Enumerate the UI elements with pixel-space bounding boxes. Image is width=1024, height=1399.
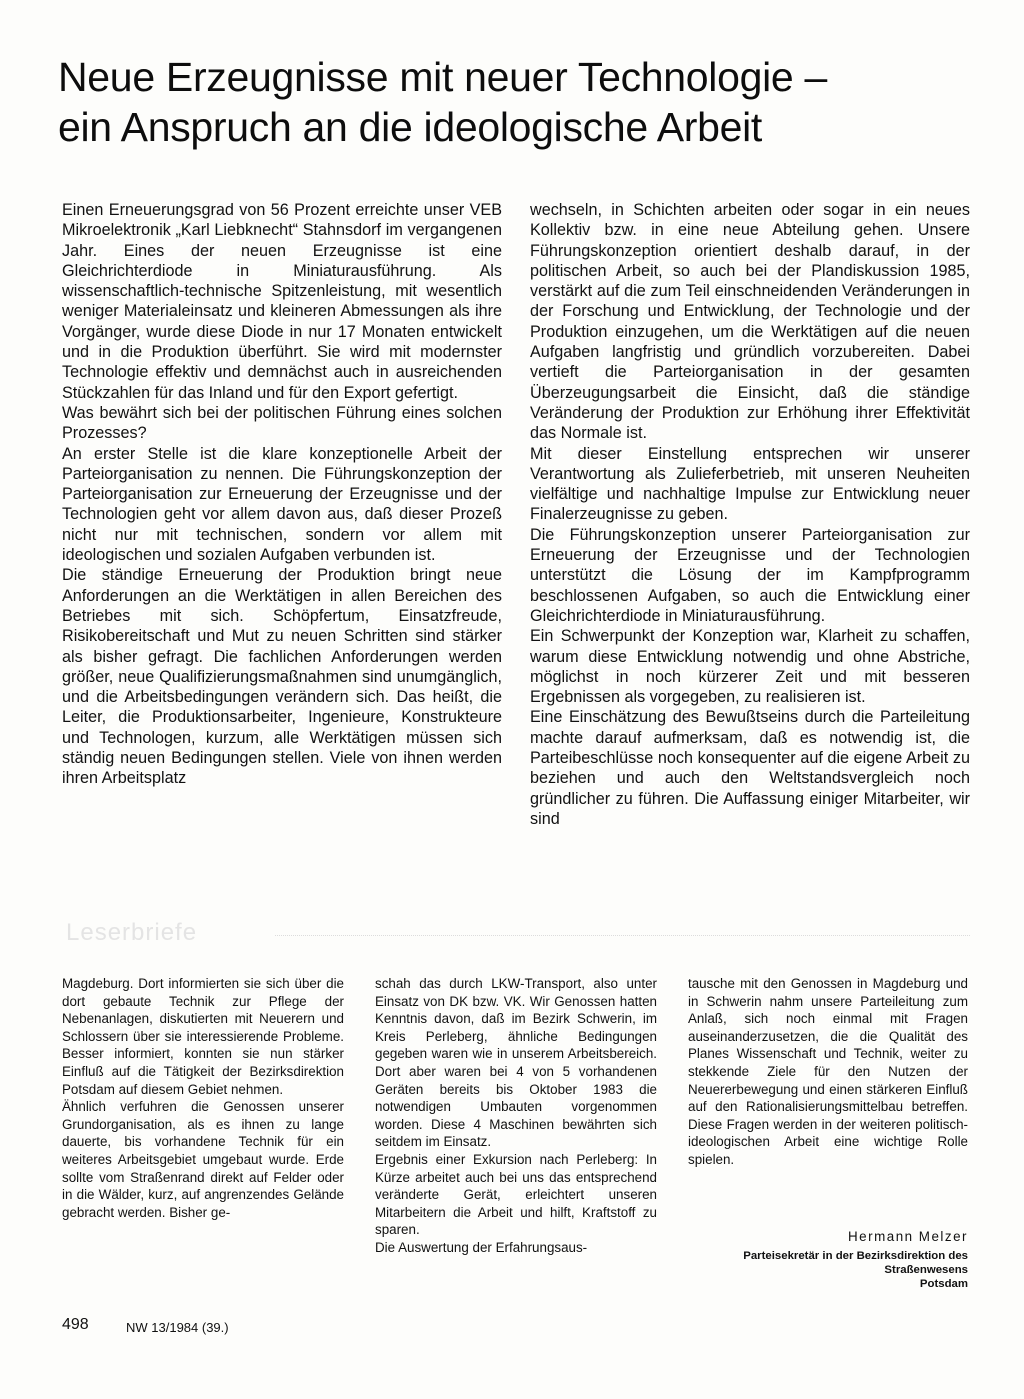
paragraph: Eine Einschätzung des Bewußtseins durch die Parteileitung machte darauf aufmerksam, daß es notwendig ist, die Parteibeschlüsse noch konsequenter auf die eigene Arbeit zu beziehen und auch den Weltstandsvergleich noch gründlicher zu führen. Die Auffassung einiger Mitarbeiter, wir sind <box>530 708 970 828</box>
letter-column-3 <box>688 975 968 1169</box>
paragraph: Magdeburg. Dort informierten sie sich über die dort gebaute Technik zur Pflege der Nebenanlagen, diskutierten mit Neuerern und Schlossern über sie interessierende Probleme. Besser informiert, konnten sie nun stärker Einfluß auf die Tätigkeit der Bezirksdirektion Potsdam auf diesem Gebiet nehmen. <box>62 976 344 1097</box>
issue-reference: NW 13/1984 (39.) <box>126 1320 229 1335</box>
paragraph: Ein Schwerpunkt der Konzeption war, Klarheit zu schaffen, warum diese Entwicklung notwendig und ohne Abstriche, möglichst in noch kürzerer Zeit und mit besseren Ergebnissen als vorgegeben, zu realisieren ist. <box>530 627 970 707</box>
banner-divider <box>275 935 970 936</box>
headline-line-2: ein Anspruch an die ideologische Arbeit <box>58 104 763 150</box>
author-role-line: Parteisekretär in der Bezirksdirektion des <box>743 1250 968 1262</box>
article-headline <box>58 52 988 152</box>
paragraph: Die Führungskonzeption unserer Parteiorganisation zur Erneuerung der Erzeugnisse und der Technologien unterstützt die Lösung der im Kampfprogramm beschlossenen Aufgaben, so auch die Entwicklung einer Gleichrichterdiode in Miniaturausführung. <box>530 525 970 625</box>
letter-column-2 <box>375 975 657 1257</box>
author-role-line: Straßenwesens <box>884 1264 968 1276</box>
paragraph: Die ständige Erneuerung der Produktion bringt neue Anforderungen an die Werktätigen in allen Bereichen des Betriebes mit sich. Schöpfertum, Einsatzfreude, Risikobereitschaft und Mut zu neuen Schritten sind stärker als bisher gefragt. Die fachlichen Anforderungen werden größer, neue Qualifizierungsmaßnahmen sind unumgänglich, und die Arbeitsbedingungen verändern sich. Das heißt, die Leiter, die Produktionsarbeiter, Ingenieure, Konstrukteure und Technologen, kurzum, alle Werktätigen müssen sich ständig neuen Bedingungen stellen. Viele von ihnen werden ihren Arbeitsplatz <box>62 566 502 788</box>
paragraph: schah das durch LKW-Transport, also unter Einsatz von DK bzw. VK. Wir Genossen hatten Kenntnis davon, daß im Bezirk Schwerin, im Kreis Perleberg, ähnliche Bedingungen gegeben waren wie in unserem Arbeitsbereich. Dort aber waren bei 4 von 5 vorhandenen Geräten bereits bis Oktober 1983 die notwendigen Umbauten vorgenommen worden. Diese 4 Maschinen bewährten sich seitdem im Einsatz. <box>375 976 657 1150</box>
paragraph: Die Auswertung der Erfahrungsaus- <box>375 1239 588 1255</box>
letter-column-1 <box>62 975 344 1221</box>
paragraph: Ergebnis einer Exkursion nach Perleberg: In Kürze arbeitet auch bei uns das entsprechend veränderte Gerät, erleichtert unseren Mitarbeitern die Arbeit und hilft, Kraftstoff zu sparen. <box>375 1151 657 1238</box>
paragraph: An erster Stelle ist die klare konzeptionelle Arbeit der Parteiorganisation zu nennen. Die Führungskonzeption der Parteiorganisation zur Erneuerung der Erzeugnisse und der Technologien geht vor allem davon aus, daß dieser Prozeß nicht nur mit technischen, sondern vor allem mit ideologischen und sozialen Aufgaben verbunden ist. <box>62 444 502 565</box>
page-number: 498 <box>62 1316 89 1333</box>
author-signature <box>688 1228 968 1291</box>
paragraph: wechseln, in Schichten arbeiten oder sogar in ein neues Kollektiv bzw. in eine neue Abteilung gehen. Unsere Führungskonzeption orientiert deshalb darauf, in der politischen Arbeit, so auch bei der Plandiskussion 1985, verstärkt auf die zum Teil einschneidenden Veränderungen in der Forschung und Entwicklung, der Technologie und der Produktion einzugehen, um die Werktätigen auf die neuen Aufgaben langfristig und gründlich vorzubereiten. Dabei vertieft die Parteiorganisation in der gesamten Überzeugungsarbeit die Einsicht, daß die ständige Veränderung der Produktion zur Erhöhung ihrer Effektivität das Normale ist. <box>530 201 970 443</box>
section-banner <box>60 915 970 949</box>
section-label: Leserbriefe <box>66 919 198 946</box>
article-column-left <box>62 200 502 789</box>
article-column-right <box>530 200 970 829</box>
author-name: Hermann Melzer <box>848 1229 968 1244</box>
paragraph: Mit dieser Einstellung entsprechen wir unserer Verantwortung als Zulieferbetrieb, mit unseren Neuheiten vielfältige und nachhaltige Impulse zur Entwicklung neuer Finalerzeugnisse zu geben. <box>530 444 970 524</box>
paragraph: tausche mit den Genossen in Magdeburg und in Schwerin nahm unsere Parteileitung zum Anlaß, sich noch einmal mit Fragen auseinanderzusetzen, die die Qualität des Planes Wissenschaft und Technik, weiter zu stekkende Ziele für den Nutzen der Neuererbewegung und einen stärkeren Einfluß auf den Rationalisierungsmittelbau betreffen. Diese Fragen werden in der weiteren politisch-ideologischen Arbeit eine wichtige Rolle spielen. <box>688 976 968 1167</box>
paragraph: Ähnlich verfuhren die Genossen unserer Grundorganisation, als es ihnen zu lange dauerte, bis vorhandene Technik für ein weiteres Arbeitsgebiet umgebaut wurde. Erde sollte vom Straßenrand direkt auf Felder oder in die Wälder, kurz, auf angrenzendes Gelände gebracht werden. Bisher ge- <box>62 1099 344 1220</box>
author-role-line: Potsdam <box>919 1278 968 1290</box>
paragraph: Einen Erneuerungsgrad von 56 Prozent erreichte unser VEB Mikroelektronik „Karl Liebknecht“ Stahnsdorf im vergangenen Jahr. Eines der neuen Erzeugnisse ist eine Gleichrichterdiode in Miniaturausführung. Als wissenschaftlich-technische Spitzenleistung, mit wesentlich weniger Materialeinsatz und kleineren Abmessungen als ihre Vorgänger, wurde diese Diode in nur 17 Monaten entwickelt und in die Produktion überführt. Sie wird mit modernster Technologie effektiv und demnächst auch in ausreichenden Stückzahlen für das Inland und für den Export gefertigt. <box>62 201 502 402</box>
paragraph: Was bewährt sich bei der politischen Führung eines solchen Prozesses? <box>62 403 502 443</box>
headline-line-1: Neue Erzeugnisse mit neuer Technologie – <box>58 54 828 100</box>
author-role <box>688 1249 968 1291</box>
